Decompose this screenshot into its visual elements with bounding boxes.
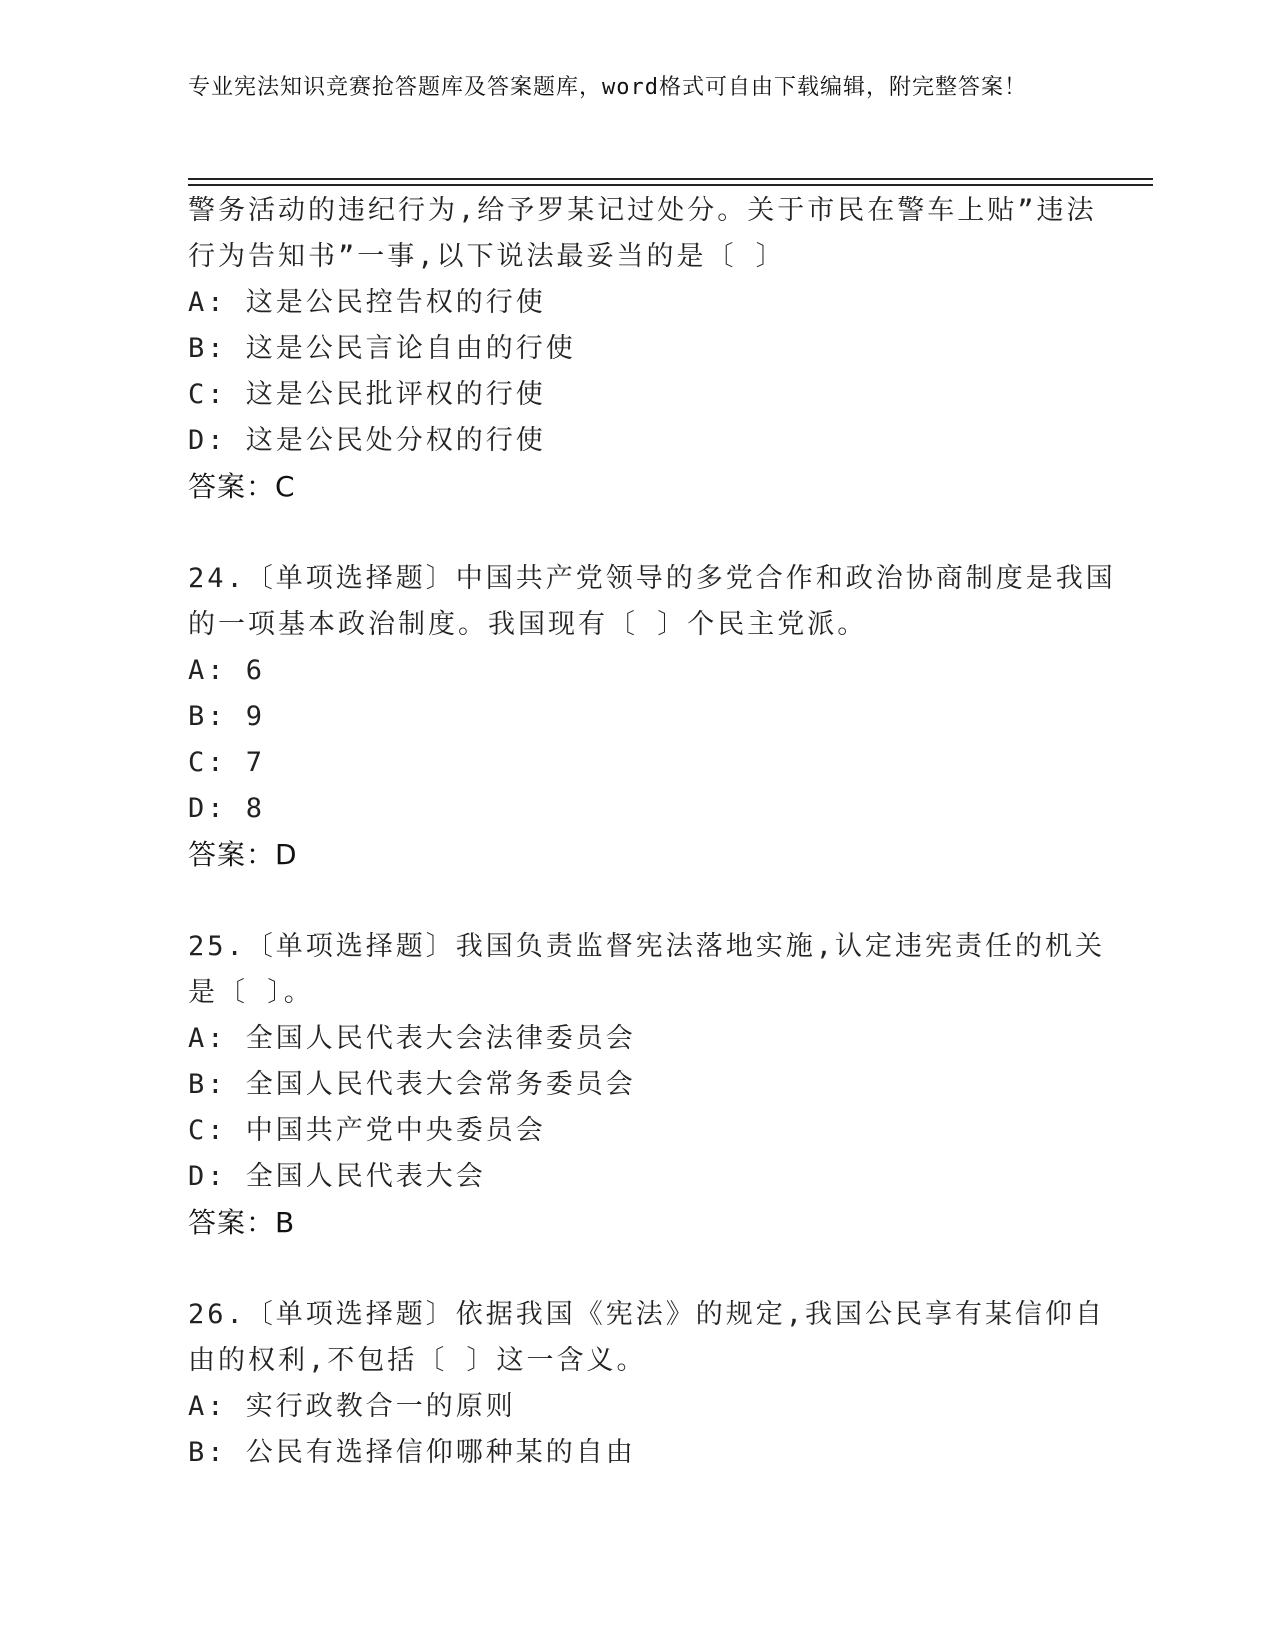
question-24 — [188, 556, 1116, 878]
answer-label: 答案：C — [188, 470, 296, 503]
answer-label: 答案：D — [188, 838, 298, 871]
question-list — [188, 188, 1116, 1476]
option-b: B: 公民有选择信仰哪种某的自由 — [188, 1437, 636, 1468]
spacer — [188, 510, 1088, 556]
answer-label: 答案：B — [188, 1206, 296, 1239]
option-c: C: 这是公民批评权的行使 — [188, 379, 546, 410]
question-stem: 24.〔单项选择题〕中国共产党领导的多党合作和政治协商制度是我国 — [188, 563, 1116, 594]
option-a: A: 实行政教合一的原则 — [188, 1391, 516, 1422]
question-23 — [188, 188, 1097, 510]
question-stem: 是〔 〕。 — [188, 977, 314, 1008]
option-a: A: 6 — [188, 655, 266, 686]
option-b: B: 全国人民代表大会常务委员会 — [188, 1069, 636, 1100]
option-d: D: 8 — [188, 793, 266, 824]
question-stem: 行为告知书”一事,以下说法最妥当的是〔 〕 — [188, 241, 786, 272]
question-stem: 警务活动的违纪行为,给予罗某记过处分。关于市民在警车上贴”违法 — [188, 195, 1097, 226]
question-stem: 25.〔单项选择题〕我国负责监督宪法落地实施,认定违宪责任的机关 — [188, 931, 1106, 962]
option-d: D: 全国人民代表大会 — [188, 1161, 486, 1192]
option-a: A: 这是公民控告权的行使 — [188, 287, 546, 318]
question-stem: 26.〔单项选择题〕依据我国《宪法》的规定,我国公民享有某信仰自 — [188, 1299, 1106, 1330]
option-c: C: 中国共产党中央委员会 — [188, 1115, 546, 1146]
option-b: B: 这是公民言论自由的行使 — [188, 333, 576, 364]
option-b: B: 9 — [188, 701, 266, 732]
option-d: D: 这是公民处分权的行使 — [188, 425, 546, 456]
page-header: 专业宪法知识竞赛抢答题库及答案题库，word格式可自由下载编辑，附完整答案！ — [188, 75, 1027, 100]
spacer — [188, 1246, 1088, 1292]
header-divider-top — [188, 178, 1153, 180]
question-25 — [188, 924, 1106, 1246]
question-stem: 的一项基本政治制度。我国现有〔 〕个民主党派。 — [188, 609, 868, 640]
question-stem: 由的权利,不包括〔 〕这一含义。 — [188, 1345, 647, 1376]
option-c: C: 7 — [188, 747, 266, 778]
question-26 — [188, 1292, 1106, 1476]
spacer — [188, 878, 1088, 924]
option-a: A: 全国人民代表大会法律委员会 — [188, 1023, 636, 1054]
header-divider-bottom — [188, 184, 1153, 186]
